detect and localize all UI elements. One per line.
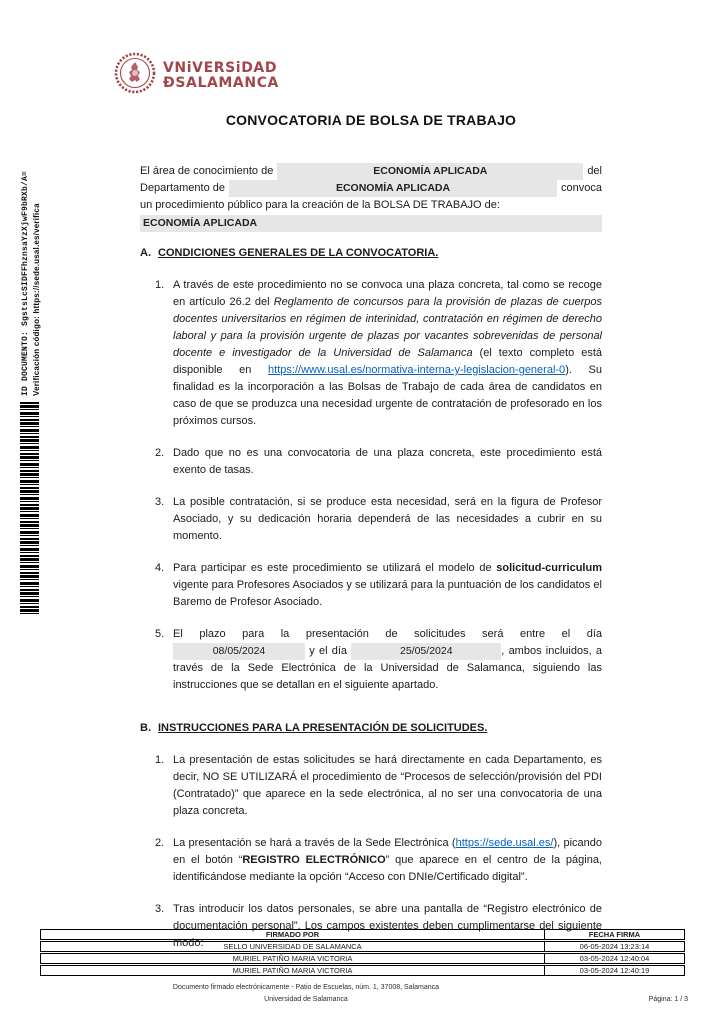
page-number: Página: 1 / 3 — [648, 996, 688, 1003]
item-text-part: Para participar es este procedimiento se utilizará el modelo de — [173, 562, 497, 574]
department-field: ECONOMÍA APLICADA — [229, 180, 557, 197]
item-text: Dado que no es una convocatoria de una plaza concreta, este procedimiento está exento de tasas. — [173, 447, 602, 476]
item-text — [173, 835, 602, 886]
column-header-fecha: FECHA FIRMA — [544, 930, 684, 939]
university-name-line2: ĐSALAMANCA — [163, 74, 279, 91]
item-number: 1. — [155, 754, 165, 766]
section-a-title: CONDICIONES GENERALES DE LA CONVOCATORIA. — [158, 247, 439, 259]
item-number: 4. — [155, 562, 165, 574]
document-id-text: ID DOCUMENTO: SgstsLcSIDFFhznsaYzXjwF9bRXb/A= — [21, 170, 30, 396]
page-title: CONVOCATORIA DE BOLSA DE TRABAJO — [225, 112, 517, 128]
table-row — [40, 941, 685, 952]
university-name-line1: VNiVERSiDAD — [163, 59, 278, 76]
list-item-b1 — [140, 752, 602, 820]
table-row — [40, 965, 685, 976]
item-number: 2. — [155, 837, 165, 849]
sede-link[interactable]: https://sede.usal.es/ — [455, 837, 554, 849]
footer-organization: Universidad de Salamanca — [264, 996, 348, 1003]
list-item-b2 — [140, 835, 602, 886]
start-date-field: 08/05/2024 — [173, 643, 305, 660]
item-text: La posible contratación, si se produce esta necesidad, será en la figura de Profesor Asociado, y su dedicación horaria dependerá de las necesidades a cubrir en su momento. — [173, 496, 602, 542]
end-date-field: 25/05/2024 — [351, 643, 501, 660]
section-a-heading — [140, 245, 602, 262]
university-seal-icon — [114, 52, 156, 99]
intro-line-3: un procedimiento público para la creación de la BOLSA DE TRABAJO de: — [140, 199, 500, 211]
intro-line-1 — [140, 163, 602, 180]
footer-address: Documento firmado electrónicamente - Patio de Escuelas, núm. 1, 37008, Salamanca — [172, 984, 440, 991]
date-cell: 03-05-2024 12:40:04 — [544, 954, 684, 963]
item-text-part: ). Su finalidad es la incorporación a las Bolsas de Trabajo de cada área de candidatos en caso de que se produzca una necesidad urgente de contratación de profesorado en los próximos cursos. — [173, 364, 602, 427]
section-b-title: INSTRUCCIONES PARA LA PRESENTACIÓN DE SOLICITUDES. — [158, 722, 488, 734]
date-cell: 03-05-2024 12:40:19 — [544, 966, 684, 975]
barcode-icon — [20, 402, 39, 616]
column-header-firmado: FIRMADO POR — [265, 930, 320, 939]
item-text-part: El plazo para la presentación de solicitudes será entre el día — [173, 628, 602, 640]
table-row — [40, 953, 685, 964]
intro-line-2 — [140, 180, 602, 197]
section-b-heading — [140, 720, 602, 737]
item-text: La presentación de estas solicitudes se hará directamente en cada Departamento, es decir, NO SE UTILIZARÁ el procedimiento de “Procesos de selección/provisión del PDI (Contratado)” que aparece en la sede electrónica, al no ser una convocatoria de una plaza concreta. — [173, 754, 602, 817]
signature-table — [40, 929, 685, 977]
university-name — [163, 61, 279, 91]
item-number: 3. — [155, 496, 165, 508]
item-text-part: vigente para Profesores Asociados y se utilizará para la puntuación de los candidatos el Baremo de Profesor Asociado. — [173, 579, 602, 608]
signer-cell: MURIEL PATIÑO MARIA VICTORIA — [232, 966, 353, 975]
list-item-a2 — [140, 445, 602, 479]
verification-sidebar — [20, 171, 43, 396]
intro-text-2-end: convoca — [561, 182, 602, 194]
solicitud-curriculum-bold: solicitud-curriculum — [496, 562, 602, 574]
item-text-part: , ambos incluidos, a través de la Sede Electrónica de la Universidad de Salamanca, siguiendo las instrucciones que se detallan en el siguiente apartado. — [173, 645, 603, 691]
signer-cell: MURIEL PATIÑO MARIA VICTORIA — [232, 954, 353, 963]
document-body — [140, 163, 602, 952]
area-field: ECONOMÍA APLICADA — [277, 163, 583, 180]
university-logo — [114, 52, 279, 99]
signer-cell: SELLO UNIVERSIDAD DE SALAMANCA — [223, 942, 362, 951]
bolsa-field: ECONOMÍA APLICADA — [140, 215, 602, 232]
item-number: 3. — [155, 903, 165, 915]
reglamento-title: Reglamento de concursos para la provisión de plazas de cuerpos docentes universitarios en régimen de interinidad, contratación en régimen de derecho laboral y para la provisión urgente de plazas por vacantes sobrevenidas de personal docente e investigador de la Universidad de Salamanca — [173, 296, 602, 359]
section-b-label: B. — [140, 722, 151, 734]
registro-electronico-bold: REGISTRO ELECTRÓNICO — [242, 854, 386, 866]
item-number: 1. — [155, 279, 165, 291]
verification-url-text: Verificación código: https://sede.usal.es/verifica — [32, 203, 41, 396]
item-text — [173, 626, 602, 694]
item-text: Tras introducir los datos personales, se abre una pantalla de “Registro electrónico de documentación personal”. Los campos existentes deben cumplimentarse del siguiente modo: — [173, 903, 602, 949]
list-item-a1 — [140, 277, 602, 430]
item-text-part: ), picando en el botón “ — [173, 837, 602, 866]
section-a-label: A. — [140, 247, 151, 259]
normativa-link[interactable]: https://www.usal.es/normativa-interna-y-legislacion-general-0 — [268, 364, 566, 376]
list-item-a5 — [140, 626, 602, 694]
date-cell: 06-05-2024 13:23:14 — [544, 942, 684, 951]
list-item-a4 — [140, 560, 602, 611]
item-text — [173, 277, 602, 430]
item-text-part: y el día — [309, 645, 348, 657]
intro-text-1-end: del — [587, 165, 602, 177]
item-text-part: A través de este procedimiento no se convoca una plaza concreta, tal como se recoge en artículo 26.2 del — [173, 279, 602, 308]
item-number: 2. — [155, 447, 165, 459]
item-text — [173, 560, 602, 611]
intro-text-2: Departamento de — [140, 182, 225, 194]
list-item-a3 — [140, 494, 602, 545]
item-text-part: (el texto completo está disponible en — [173, 347, 602, 376]
item-text-part: La presentación se hará a través de la Sede Electrónica ( — [173, 837, 456, 849]
intro-text-1: El área de conocimiento de — [140, 165, 274, 177]
item-text-part: ” que aparece en el centro de la página, identificándose mediante la opción “Acceso con DNIe/Certificado digital”. — [173, 854, 602, 883]
table-header-row — [40, 929, 685, 940]
item-number: 5. — [155, 628, 165, 640]
